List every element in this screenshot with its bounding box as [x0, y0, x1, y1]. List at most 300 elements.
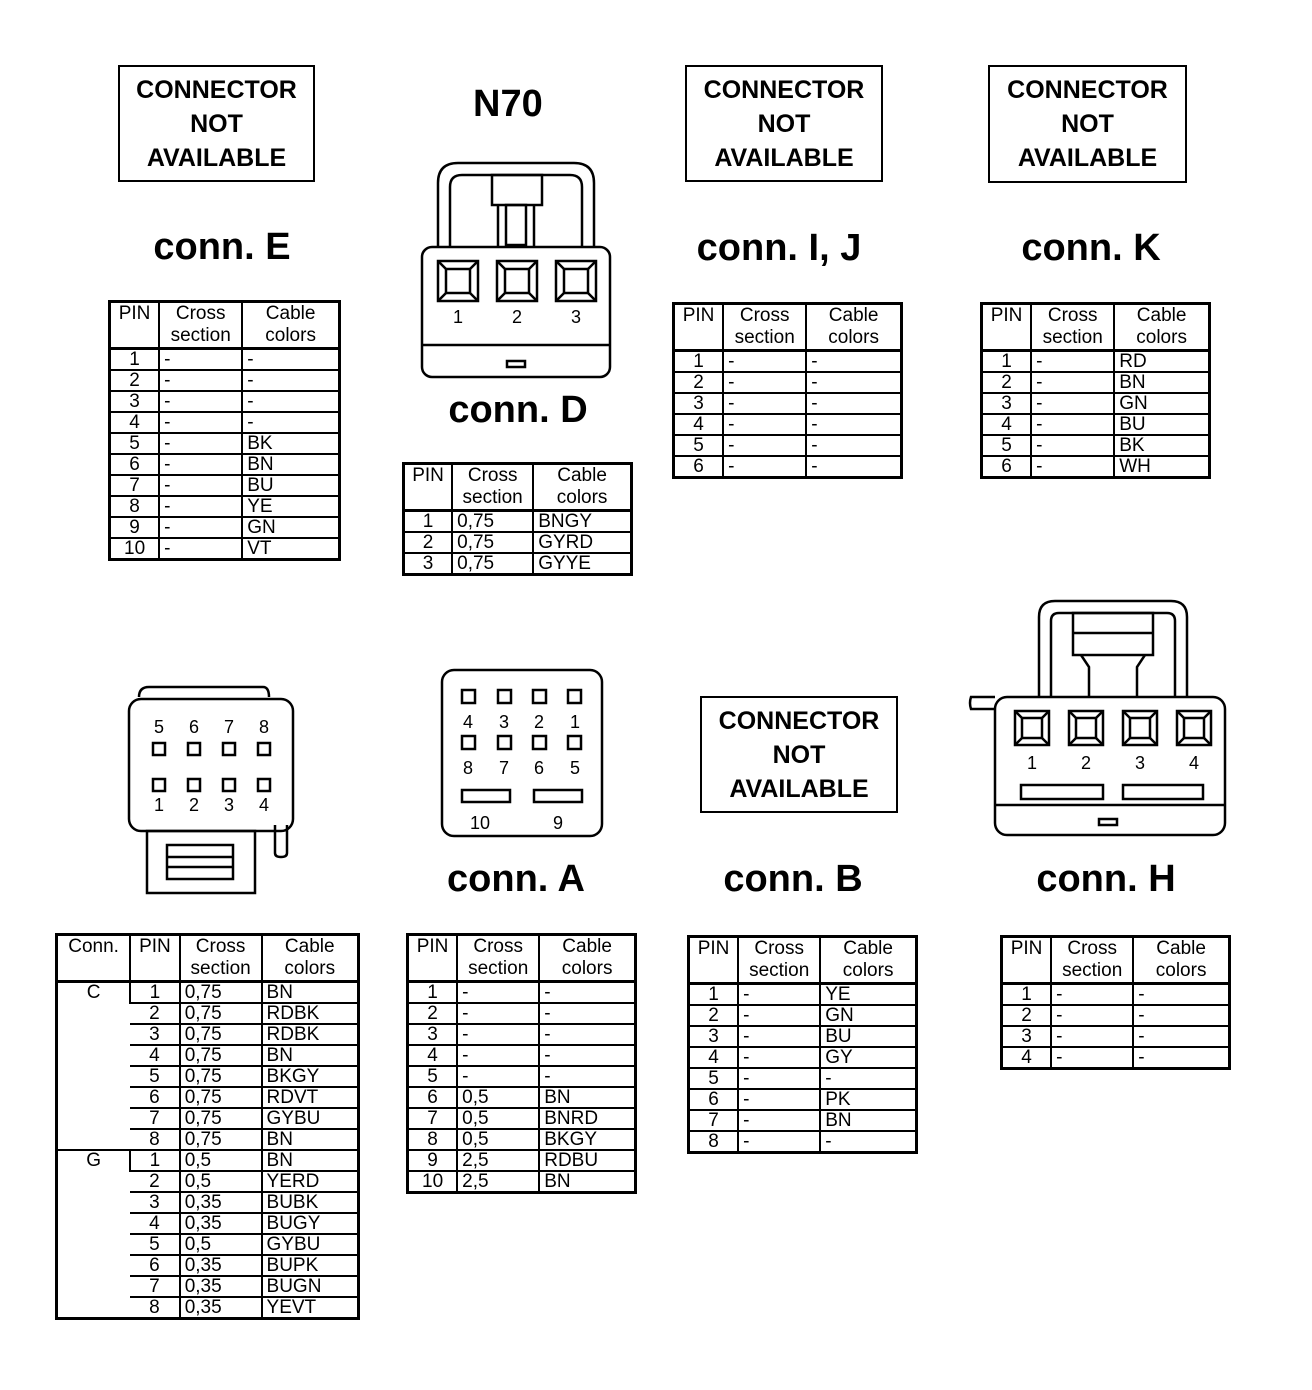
cable-colors-cell: BN — [820, 1110, 916, 1131]
cable-colors-cell: RD — [1114, 351, 1209, 373]
header-cross-section: Cross section — [1051, 937, 1133, 984]
header-cable-colors: Cable colors — [533, 464, 631, 511]
cable-colors-cell: GY — [820, 1047, 916, 1068]
cable-colors-cell: - — [820, 1131, 916, 1153]
pin-cell: 1 — [130, 1150, 179, 1171]
cable-colors-cell: - — [539, 982, 635, 1004]
cross-section-cell: - — [723, 414, 806, 435]
header-cross-section: Cross section — [723, 304, 806, 351]
cross-section-cell: 0,5 — [457, 1129, 539, 1150]
cross-section-cell: - — [159, 538, 242, 560]
table-row — [110, 433, 340, 454]
table-row — [689, 1005, 917, 1026]
pin-cell: 5 — [674, 435, 724, 456]
table-row — [57, 982, 359, 1004]
cross-section-cell: - — [1031, 435, 1114, 456]
pin-cell: 4 — [674, 414, 724, 435]
cable-colors-cell: YE — [820, 984, 916, 1006]
conn-h-pin-label: 3 — [1134, 753, 1146, 773]
table-row — [110, 370, 340, 391]
conn-group-cell: C — [86, 982, 101, 1003]
pin-table-conn-a — [406, 933, 637, 1194]
pin-cell: 2 — [408, 1003, 458, 1024]
cable-colors-cell: BN — [262, 1129, 359, 1150]
pin-cell: 10 — [110, 538, 160, 560]
header-cable-colors: Cable colors — [820, 937, 916, 984]
pin-cell: 9 — [408, 1150, 458, 1171]
table-row — [110, 412, 340, 433]
conn-cg-pin-label: 8 — [258, 717, 270, 737]
header-cross-section: Cross section — [1031, 304, 1114, 351]
cable-colors-cell: BU — [242, 475, 339, 496]
header-cable-colors: Cable colors — [1133, 937, 1229, 984]
pin-cell: 3 — [110, 391, 160, 412]
cable-colors-cell: RDBK — [262, 1003, 359, 1024]
table-row — [982, 372, 1210, 393]
cross-section-cell: 0,5 — [457, 1108, 539, 1129]
pin-cell: 3 — [674, 393, 724, 414]
cable-colors-cell: WH — [1114, 456, 1209, 478]
pin-cell: 5 — [130, 1234, 179, 1255]
pin-cell: 1 — [422, 511, 434, 532]
cross-section-cell: - — [738, 1047, 820, 1068]
pin-cell: 3 — [404, 553, 453, 575]
cross-section-cell: 0,5 — [180, 1171, 262, 1192]
pin-cell: 8 — [408, 1129, 458, 1150]
cable-colors-cell: - — [820, 1068, 916, 1089]
pin-cell: 2 — [674, 372, 724, 393]
table-row — [1002, 1047, 1230, 1069]
pin-cell: 7 — [130, 1108, 179, 1129]
table-row — [689, 1047, 917, 1068]
pin-cell: 4 — [689, 1047, 739, 1068]
cross-section-cell: 0,75 — [452, 532, 533, 553]
cable-colors-cell: VT — [242, 538, 339, 560]
pin-cell: 2 — [404, 532, 453, 553]
cross-section-cell: 0,75 — [180, 982, 262, 1004]
pin-cell: 5 — [408, 1066, 458, 1087]
table-row — [674, 435, 902, 456]
pin-cell: 3 — [982, 393, 1032, 414]
pin-cell: 7 — [689, 1110, 739, 1131]
cable-colors-cell: BN — [262, 1150, 359, 1171]
cross-section-cell: - — [723, 393, 806, 414]
pin-table-conn-d — [402, 462, 633, 576]
pin-cell: 1 — [1021, 984, 1032, 1005]
cable-colors-cell: BK — [1114, 435, 1209, 456]
pin-cell: 8 — [689, 1131, 739, 1153]
pin-cell: 6 — [674, 456, 724, 478]
header-pin: PIN — [1002, 937, 1052, 984]
pin-cell: 3 — [689, 1026, 739, 1047]
n70-label: N70 — [473, 83, 543, 125]
cable-colors-cell: BUGY — [262, 1213, 359, 1234]
header-pin: PIN — [689, 937, 739, 984]
cross-section-cell: - — [457, 982, 539, 1004]
cable-colors-cell: BUBK — [262, 1192, 359, 1213]
table-row — [689, 1068, 917, 1089]
cross-section-cell: 0,75 — [452, 553, 533, 575]
header-cable-colors: Cable colors — [1114, 304, 1209, 351]
cable-colors-cell: BUGN — [262, 1276, 359, 1297]
cable-colors-cell: GYRD — [533, 532, 631, 553]
table-row — [408, 1108, 636, 1129]
conn-d-pin-label: 1 — [452, 307, 464, 327]
header-cable-colors: Cable colors — [262, 935, 359, 982]
cross-section-cell: 0,5 — [180, 1150, 262, 1171]
conn-group-cell: G — [57, 1150, 131, 1319]
cross-section-cell: - — [1051, 1026, 1133, 1047]
header-pin: PIN — [982, 304, 1032, 351]
cross-section-cell: - — [723, 456, 806, 478]
conn-cg-pin-label: 2 — [188, 795, 200, 815]
pin-cell: 6 — [110, 454, 160, 475]
cable-colors-cell: - — [242, 370, 339, 391]
cross-section-cell: 0,75 — [180, 1087, 262, 1108]
cross-section-cell: - — [159, 370, 242, 391]
cross-section-cell: - — [159, 349, 242, 371]
cable-colors-cell: BN — [539, 1087, 635, 1108]
conn-d-pin-label: 3 — [570, 307, 582, 327]
cable-colors-cell: - — [1133, 1047, 1229, 1069]
table-row — [689, 1110, 917, 1131]
pin-cell: 6 — [130, 1087, 179, 1108]
cross-section-cell: - — [159, 496, 242, 517]
cable-colors-cell: - — [539, 1024, 635, 1045]
cross-section-cell: 0,35 — [180, 1297, 262, 1319]
cross-section-cell: - — [738, 1131, 820, 1153]
pin-cell: 10 — [408, 1171, 458, 1193]
header-pin: PIN — [674, 304, 724, 351]
pin-table-conn-e — [108, 300, 341, 561]
cable-colors-cell: RDBU — [539, 1150, 635, 1171]
table-row — [404, 511, 632, 533]
pin-cell: 1 — [1001, 351, 1012, 372]
cable-colors-cell: - — [242, 349, 339, 371]
table-row — [408, 982, 636, 1004]
cable-colors-cell: - — [242, 391, 339, 412]
pin-cell: 1 — [427, 982, 438, 1003]
cable-colors-cell: - — [539, 1066, 635, 1087]
cable-colors-cell: BN — [539, 1171, 635, 1193]
table-row — [408, 1066, 636, 1087]
cross-section-cell: 0,35 — [180, 1276, 262, 1297]
conn-cg-pin-label: 7 — [223, 717, 235, 737]
table-row — [404, 553, 632, 575]
cable-colors-cell: YERD — [262, 1171, 359, 1192]
table-row — [408, 1024, 636, 1045]
pin-cell: 6 — [408, 1087, 458, 1108]
pin-cell: 6 — [130, 1255, 179, 1276]
conn-a-pin-label: 10 — [469, 813, 491, 833]
cross-section-cell: - — [159, 475, 242, 496]
table-row — [1002, 1026, 1230, 1047]
header-cross-section: Cross section — [180, 935, 262, 982]
table-row — [689, 1026, 917, 1047]
table-row — [689, 984, 917, 1006]
cross-section-cell: - — [1051, 984, 1133, 1006]
cross-section-cell: - — [738, 984, 820, 1006]
cable-colors-cell: - — [1133, 1005, 1229, 1026]
table-row — [110, 391, 340, 412]
conn-a-pin-label: 7 — [498, 758, 510, 778]
conn-d-pin-label: 2 — [511, 307, 523, 327]
pin-table-conn-cg — [55, 933, 360, 1320]
conn-cg-pin-label: 1 — [153, 795, 165, 815]
cross-section-cell: 0,35 — [180, 1255, 262, 1276]
cable-colors-cell: - — [539, 1045, 635, 1066]
pin-cell: 6 — [689, 1089, 739, 1110]
cross-section-cell: 2,5 — [457, 1171, 539, 1193]
header-cross-section: Cross section — [738, 937, 820, 984]
cross-section-cell: - — [738, 1005, 820, 1026]
table-row — [110, 349, 340, 371]
cross-section-cell: - — [738, 1068, 820, 1089]
table-row — [689, 1131, 917, 1153]
cross-section-cell: - — [1051, 1005, 1133, 1026]
pin-cell: 4 — [110, 412, 160, 433]
cable-colors-cell: GN — [1114, 393, 1209, 414]
connector-not-available-k: CONNECTOR NOT AVAILABLE — [988, 65, 1187, 183]
pin-table-conn-ij — [672, 302, 903, 479]
pin-cell: 2 — [110, 370, 160, 391]
pin-cell: 5 — [982, 435, 1032, 456]
table-row — [674, 393, 902, 414]
cable-colors-cell: BU — [820, 1026, 916, 1047]
header-conn: Conn. — [57, 935, 131, 982]
table-row — [1002, 1005, 1230, 1026]
conn-a-pin-label: 5 — [569, 758, 581, 778]
header-cross-section: Cross section — [159, 302, 242, 349]
conn-h-pin-label: 2 — [1080, 753, 1092, 773]
cable-colors-cell: BK — [242, 433, 339, 454]
cable-colors-cell: - — [539, 1003, 635, 1024]
conn-b-title: conn. B — [723, 858, 863, 900]
table-row — [408, 1150, 636, 1171]
connector-not-available-ij: CONNECTOR NOT AVAILABLE — [685, 65, 883, 182]
pin-cell: 1 — [693, 351, 704, 372]
table-row — [1002, 984, 1230, 1006]
pin-cell: 1 — [130, 982, 179, 1004]
cable-colors-cell: - — [806, 372, 901, 393]
pin-cell: 3 — [130, 1192, 179, 1213]
cross-section-cell: - — [159, 517, 242, 538]
pin-cell: 2 — [130, 1003, 179, 1024]
table-row — [408, 1129, 636, 1150]
cable-colors-cell: YE — [242, 496, 339, 517]
table-row — [110, 454, 340, 475]
cable-colors-cell: GN — [242, 517, 339, 538]
pin-table-conn-h — [1000, 935, 1231, 1070]
table-row — [982, 414, 1210, 435]
table-row — [57, 1150, 359, 1171]
pin-cell: 2 — [130, 1171, 179, 1192]
table-row — [408, 1087, 636, 1108]
table-row — [408, 1003, 636, 1024]
cross-section-cell: - — [457, 1003, 539, 1024]
cross-section-cell: - — [457, 1045, 539, 1066]
table-row — [674, 414, 902, 435]
cross-section-cell: 0,75 — [180, 1066, 262, 1087]
pin-cell: 3 — [408, 1024, 458, 1045]
cable-colors-cell: YEVT — [262, 1297, 359, 1319]
conn-cg-pin-label: 5 — [153, 717, 165, 737]
conn-k-title: conn. K — [1021, 227, 1161, 269]
table-row — [982, 393, 1210, 414]
cable-colors-cell: BN — [262, 982, 359, 1004]
pin-cell: 4 — [408, 1045, 458, 1066]
connector-cg-drawing — [125, 685, 300, 897]
cable-colors-cell: BU — [1114, 414, 1209, 435]
table-row — [982, 351, 1210, 373]
cable-colors-cell: - — [1133, 1026, 1229, 1047]
cross-section-cell: 0,75 — [180, 1129, 262, 1150]
pin-cell: 2 — [1002, 1005, 1052, 1026]
conn-h-pin-label: 4 — [1188, 753, 1200, 773]
pin-table-conn-k — [980, 302, 1211, 479]
conn-h-title: conn. H — [1036, 858, 1176, 900]
cable-colors-cell: - — [242, 412, 339, 433]
connector-d-drawing — [410, 155, 622, 387]
conn-a-pin-label: 2 — [533, 712, 545, 732]
cross-section-cell: - — [1031, 393, 1114, 414]
connector-h-drawing — [965, 595, 1230, 840]
header-cable-colors: Cable colors — [806, 304, 901, 351]
cable-colors-cell: GYBU — [262, 1108, 359, 1129]
header-pin: PIN — [404, 464, 453, 511]
cable-colors-cell: BN — [262, 1045, 359, 1066]
header-pin: PIN — [110, 302, 160, 349]
cross-section-cell: - — [723, 435, 806, 456]
pin-cell: 6 — [982, 456, 1032, 478]
header-pin: PIN — [408, 935, 458, 982]
cable-colors-cell: - — [806, 435, 901, 456]
cross-section-cell: 0,35 — [180, 1192, 262, 1213]
pin-cell: 7 — [110, 475, 160, 496]
cable-colors-cell: GYYE — [533, 553, 631, 575]
conn-a-pin-label: 9 — [552, 813, 564, 833]
cable-colors-cell: - — [1133, 984, 1229, 1006]
conn-a-pin-label: 4 — [462, 712, 474, 732]
cable-colors-cell: BKGY — [262, 1066, 359, 1087]
conn-ij-title: conn. I, J — [696, 227, 862, 269]
table-row — [982, 456, 1210, 478]
pin-cell: 2 — [982, 372, 1032, 393]
conn-a-pin-label: 1 — [569, 712, 581, 732]
cable-colors-cell: BN — [1114, 372, 1209, 393]
cross-section-cell: - — [159, 391, 242, 412]
pin-cell: 3 — [1002, 1026, 1052, 1047]
cable-colors-cell: GYBU — [262, 1234, 359, 1255]
header-pin: PIN — [130, 935, 179, 982]
cable-colors-cell: BUPK — [262, 1255, 359, 1276]
cross-section-cell: - — [1031, 372, 1114, 393]
cross-section-cell: 0,75 — [180, 1108, 262, 1129]
table-row — [110, 475, 340, 496]
pin-cell: 9 — [110, 517, 160, 538]
header-cable-colors: Cable colors — [539, 935, 635, 982]
table-row — [674, 372, 902, 393]
conn-cg-pin-label: 6 — [188, 717, 200, 737]
table-row — [982, 435, 1210, 456]
pin-cell: 1 — [708, 984, 719, 1005]
header-cross-section: Cross section — [452, 464, 533, 511]
header-cross-section: Cross section — [457, 935, 539, 982]
conn-a-title: conn. A — [447, 858, 585, 900]
pin-cell: 4 — [1002, 1047, 1052, 1069]
cable-colors-cell: - — [806, 456, 901, 478]
table-row — [110, 538, 340, 560]
table-row — [110, 496, 340, 517]
conn-cg-pin-label: 4 — [258, 795, 270, 815]
pin-cell: 8 — [130, 1297, 179, 1319]
cross-section-cell: - — [457, 1066, 539, 1087]
connector-a-drawing — [438, 668, 606, 840]
cross-section-cell: 0,75 — [180, 1045, 262, 1066]
cross-section-cell: 0,5 — [180, 1234, 262, 1255]
table-row — [689, 1089, 917, 1110]
cross-section-cell: 0,75 — [180, 1024, 262, 1045]
cross-section-cell: - — [159, 433, 242, 454]
conn-d-title: conn. D — [448, 389, 588, 431]
conn-e-title: conn. E — [153, 226, 291, 268]
cable-colors-cell: RDVT — [262, 1087, 359, 1108]
cross-section-cell: - — [738, 1089, 820, 1110]
table-row — [674, 351, 902, 373]
pin-cell: 8 — [130, 1129, 179, 1150]
cross-section-cell: 0,5 — [457, 1087, 539, 1108]
pin-cell: 4 — [130, 1045, 179, 1066]
cross-section-cell: - — [723, 351, 806, 373]
cross-section-cell: - — [1031, 414, 1114, 435]
cable-colors-cell: - — [806, 393, 901, 414]
pin-cell: 5 — [130, 1066, 179, 1087]
pin-cell: 1 — [129, 349, 140, 370]
cross-section-cell: - — [457, 1024, 539, 1045]
cable-colors-cell: BNGY — [533, 511, 631, 533]
pin-cell: 4 — [130, 1213, 179, 1234]
table-row — [408, 1171, 636, 1193]
conn-a-pin-label: 3 — [498, 712, 510, 732]
pin-table-conn-b — [687, 935, 918, 1154]
pin-cell: 4 — [982, 414, 1032, 435]
cross-section-cell: 0,35 — [180, 1213, 262, 1234]
conn-a-pin-label: 8 — [462, 758, 474, 778]
cross-section-cell: 0,75 — [180, 1003, 262, 1024]
cross-section-cell: - — [159, 412, 242, 433]
pin-cell: 5 — [689, 1068, 739, 1089]
pin-cell: 8 — [110, 496, 160, 517]
table-row — [408, 1045, 636, 1066]
connector-not-available-e: CONNECTOR NOT AVAILABLE — [118, 65, 315, 182]
cross-section-cell: 2,5 — [457, 1150, 539, 1171]
pin-cell: 3 — [130, 1024, 179, 1045]
cross-section-cell: - — [723, 372, 806, 393]
cable-colors-cell: PK — [820, 1089, 916, 1110]
conn-h-pin-label: 1 — [1026, 753, 1038, 773]
table-row — [674, 456, 902, 478]
pin-cell: 7 — [408, 1108, 458, 1129]
pin-cell: 7 — [130, 1276, 179, 1297]
cross-section-cell: - — [1051, 1047, 1133, 1069]
cross-section-cell: - — [738, 1110, 820, 1131]
table-row — [110, 517, 340, 538]
cable-colors-cell: - — [806, 414, 901, 435]
cable-colors-cell: GN — [820, 1005, 916, 1026]
cable-colors-cell: RDBK — [262, 1024, 359, 1045]
cable-colors-cell: BN — [242, 454, 339, 475]
conn-cg-pin-label: 3 — [223, 795, 235, 815]
